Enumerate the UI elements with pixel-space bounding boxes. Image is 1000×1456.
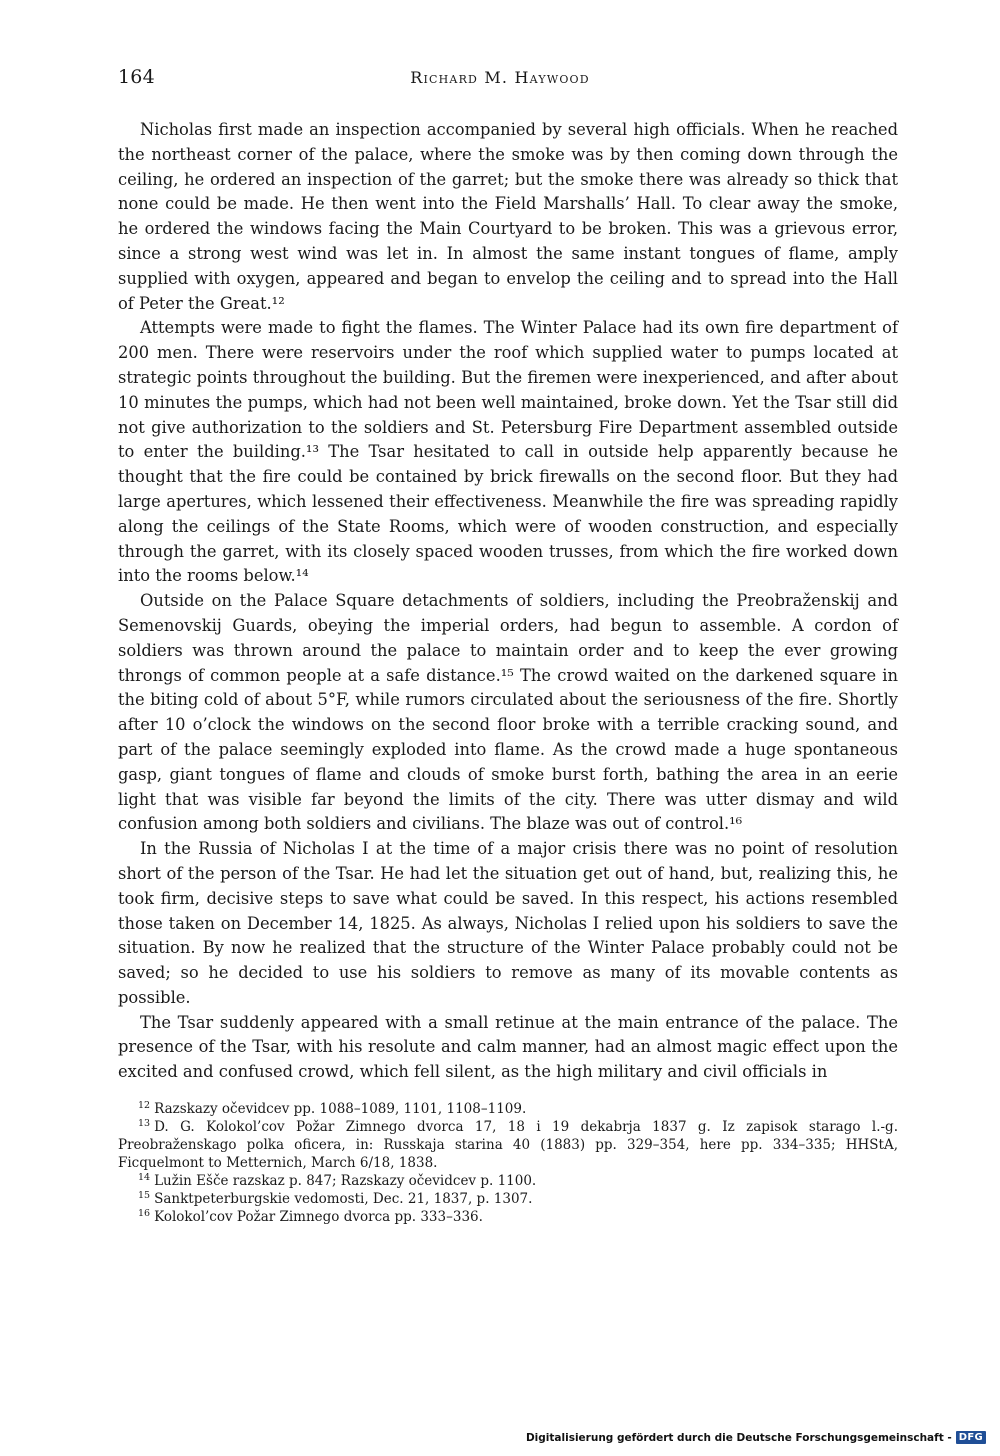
footnote-number: 15 bbox=[138, 1189, 151, 1201]
paragraph: In the Russia of Nicholas I at the time of a major crisis there was no point of resolution short of the person of the Tsar. He had let the situation get out of hand, but, realizing this, he took firm, decisive steps to save what could be saved. In this respect, his actions resembled those taken on December 14, 1825. As always, Nicholas I relied upon his soldiers to save the situation. By now he realized that the structure of the Winter Palace probably could not be saved; so he decided to use his soldiers to remove as many of its movable contents as possible. bbox=[118, 839, 898, 1007]
footnote-text: Razskazy očevidcev pp. 1088–1089, 1101, 1108–1109. bbox=[154, 1101, 527, 1117]
paragraph: The Tsar suddenly appeared with a small retinue at the main entrance of the palace. The presence of the Tsar, with his resolute and calm manner, had an almost magic effect upon the excited and confused crowd, which fell silent, as the high military and civil officials in bbox=[118, 1012, 898, 1082]
dfg-logo-icon: DFG bbox=[956, 1431, 986, 1444]
footnote-number: 13 bbox=[138, 1117, 151, 1129]
article-body bbox=[118, 118, 898, 1085]
footnote bbox=[118, 1100, 898, 1118]
footnote-text: Lužin Ešče razskaz p. 847; Razskazy očevidcev p. 1100. bbox=[154, 1173, 537, 1189]
footnote-text: Kolokol’cov Požar Zimnego dvorca pp. 333–336. bbox=[154, 1209, 483, 1225]
page-number: 164 bbox=[118, 66, 155, 88]
footnote-text: D. G. Kolokol’cov Požar Zimnego dvorca 17, 18 i 19 dekabrja 1837 g. Iz zapisok starago l.-g. Preobraženskago polka oficera, in: Russkaja starina 40 (1883) pp. 329–354, here pp. 334–335; HHStA, Ficquelmont to Metternich, March 6/18, 1838. bbox=[118, 1119, 898, 1171]
paragraph: Outside on the Palace Square detachments of soldiers, including the Preobraženskij and Semenovskij Guards, obeying the imperial orders, had begun to assemble. A cordon of soldiers was thrown around the palace to maintain order and to keep the ever growing throngs of common people at a safe distance.¹⁵ The crowd waited on the darkened square in the biting cold of about 5°F, while rumors circulated about the seriousness of the fire. Shortly after 10 o’clock the windows on the second floor broke with a terrible cracking sound, and part of the palace seemingly exploded into flame. As the crowd made a huge spontaneous gasp, giant tongues of flame and clouds of smoke burst forth, bathing the area in an eerie light that was visible far beyond the limits of the city. There was utter dismay and wild confusion among both soldiers and civilians. The blaze was out of control.¹⁶ bbox=[118, 591, 898, 834]
funding-note: Digitalisierung gefördert durch die Deutsche Forschungsgemeinschaft - bbox=[525, 1431, 952, 1444]
footnote-number: 14 bbox=[138, 1171, 151, 1183]
paragraph: Nicholas first made an inspection accompanied by several high officials. When he reached the northeast corner of the palace, where the smoke was by then coming down through the ceiling, he ordered an inspection of the garret; but the smoke there was already so thick that none could be made. He then went into the Field Marshalls’ Hall. To clear away the smoke, he ordered the windows facing the Main Courtyard to be broken. This was a grievous error, since a strong west wind was let in. In almost the same instant tongues of flame, amply supplied with oxygen, appeared and began to envelop the ceiling and to spread into the Hall of Peter the Great.¹² bbox=[118, 120, 898, 313]
running-head: Richard M. Haywood bbox=[410, 68, 590, 87]
paragraph: Attempts were made to fight the flames. The Winter Palace had its own fire department of 200 men. There were reservoirs under the roof which supplied water to pumps located at strategic points throughout the building. But the firemen were inexperienced, and after about 10 minutes the pumps, which had not been well maintained, broke down. Yet the Tsar still did not give authorization to the soldiers and St. Petersburg Fire Department assembled outside to enter the building.¹³ The Tsar hesitated to call in outside help apparently because he thought that the fire could be contained by brick firewalls on the second floor. But they had large apertures, which lessened their effectiveness. Meanwhile the fire was spreading rapidly along the ceilings of the State Rooms, which were of wooden construction, and especially through the garret, with its closely spaced wooden trusses, from which the fire worked down into the rooms below.¹⁴ bbox=[118, 318, 898, 586]
footnote bbox=[118, 1190, 898, 1208]
funding-banner bbox=[526, 1431, 986, 1444]
footnotes bbox=[118, 1100, 898, 1226]
footnote bbox=[118, 1208, 898, 1226]
footnote bbox=[118, 1172, 898, 1190]
footnote-text: Sanktpeterburgskie vedomosti, Dec. 21, 1837, p. 1307. bbox=[154, 1191, 533, 1207]
footnote-number: 16 bbox=[138, 1207, 151, 1219]
footnote bbox=[118, 1118, 898, 1172]
footnote-number: 12 bbox=[138, 1099, 151, 1111]
